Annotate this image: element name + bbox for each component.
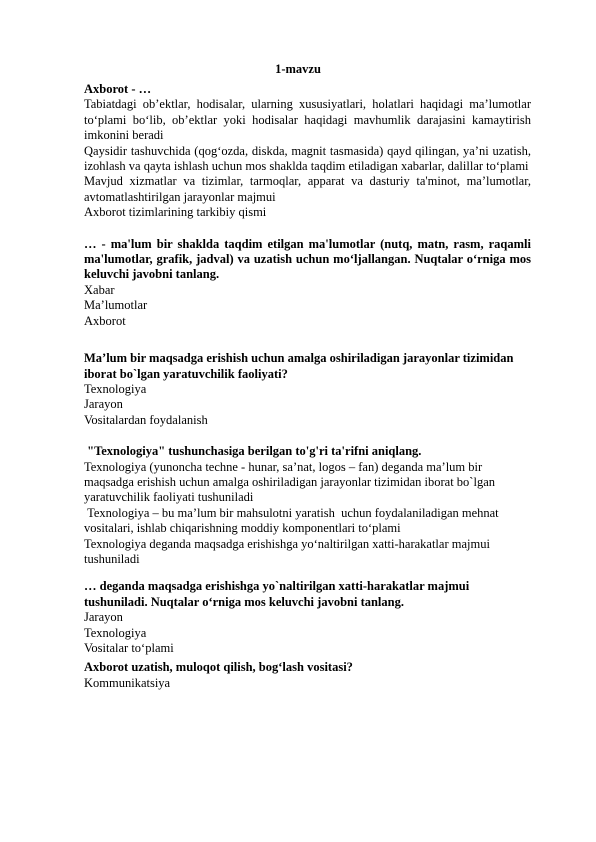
question-3: Ma’lum bir maqsadga erishish uchun amalga oshiriladigan jarayonlar tizimidan iborat bo`lgan yaratuvchilik faoliyati?: [84, 351, 514, 381]
spacer: [84, 221, 531, 237]
answer-4-1: Texnologiya (yunoncha techne - hunar, sa’nat, logos – fan) deganda ma’lum bir maqsadga erishish uchun amalga oshiriladigan jarayonlar tizimidan iborat bo`lgan yaratuvchilik faoliyati tushuniladi: [84, 459, 495, 505]
page-title: 1-mavzu: [275, 62, 321, 76]
answer-2-2: Ma’lumotlar: [84, 298, 148, 313]
answer-2-1: Xabar: [84, 282, 115, 297]
document-body: [84, 82, 531, 691]
answer-3-3: Vositalardan foydalanish: [84, 412, 208, 427]
answer-5-1: Jarayon: [84, 610, 123, 625]
question-2: … - ma'lum bir shaklda taqdim etilgan ma'lumotlar (nutq, matn, rasm, raqamli ma'lumotlar, grafik, jadval) va uzatish uchun mo‘ljallangan. Nuqtalar o‘rniga mos keluvchi javobni tanlang.: [84, 236, 531, 282]
answer-3-2: Jarayon: [84, 397, 123, 412]
answer-6-1: Kommunikatsiya: [84, 675, 171, 690]
question-5: … deganda maqsadga erishishga yo`naltirilgan xatti-harakatlar majmui tushuniladi. Nuqtalar o‘rniga mos keluvchi javobni tanlang.: [84, 579, 470, 609]
question-6: Axborot uzatish, muloqot qilish, bog‘lash vositasi?: [84, 660, 353, 675]
question-1: Axborot - …: [84, 82, 152, 96]
answer-1-1: Tabiatdagi ob’ektlar, hodisalar, ularning xususiyatlari, holatlari haqidagi ma’lumotlar to‘plami bo‘lib, ob’ektlar yoki hodisalar haqidagi mavhumlik darajasini kamaytirish imkonini beradi: [84, 97, 531, 143]
spacer: [84, 329, 531, 351]
answer-1-2: Qaysidir tashuvchida (qog‘ozda, diskda, magnit tasmasida) qayd qilingan, ya’ni uzatish, izohlash va qayta ishlash uchun mos shaklda taqdim etiladigan xabarlar, dalillar to‘plami: [84, 143, 531, 174]
answer-1-4: Axborot tizimlarining tarkibiy qismi: [84, 205, 267, 220]
answer-1-3: Mavjud xizmatlar va tizimlar, tarmoqlar, apparat va dasturiy ta'minot, ma’lumotlar, avtomatlashtirilgan jarayonlar majmui: [84, 174, 531, 204]
answer-5-3: Vositalar to‘plami: [84, 641, 174, 655]
spacer: [84, 428, 531, 444]
question-4: "Texnologiya" tushunchasiga berilgan to'g'ri ta'rifni aniqlang.: [84, 444, 422, 459]
answer-4-2: Texnologiya – bu ma’lum bir mahsulotni yaratish uchun foydalaniladigan mehnat vositalari, ishlab chiqarishning moddiy komponentlari to‘plami: [84, 505, 502, 536]
answer-2-3: Axborot: [84, 313, 126, 328]
answer-3-1: Texnologiya: [84, 381, 147, 396]
spacer: [84, 567, 531, 579]
answer-5-2: Texnologiya: [84, 625, 147, 640]
answer-4-3: Texnologiya deganda maqsadga erishishga yo‘naltirilgan xatti-harakatlar majmui tushuniladi: [84, 536, 490, 566]
